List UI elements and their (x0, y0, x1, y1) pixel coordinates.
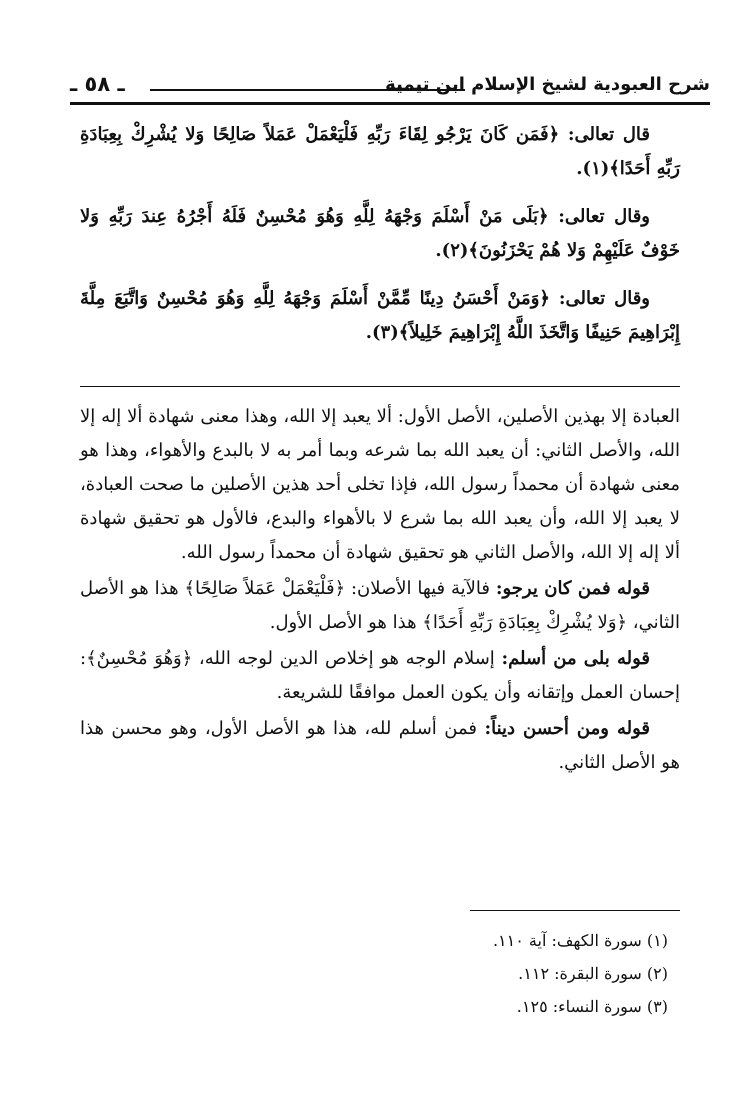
paragraph-lead: قوله ومن أحسن ديناً: (484, 718, 650, 739)
paragraph-lead: قوله فمن كان يرجو: (495, 578, 650, 599)
footnotes (280, 924, 680, 1023)
verse-paragraph: قال تعالى: ﴿فَمَن كَانَ يَرْجُو لِقَاءَ رَبِّهِ فَلْيَعْمَلْ عَمَلاً صَالِحًا وَلا يُشْرِكْ بِعِبَادَةِ رَبِّهِ أَحَدًا﴾(١). (80, 124, 680, 179)
commentary-paragraph (80, 712, 680, 780)
paragraph-text: إسلام الوجه هو إخلاص الدين لوجه الله، ﴿وَهُوَ مُحْسِنٌ﴾: إحسان العمل وإتقانه وأن يكون العمل موافقًا للشريعة. (80, 648, 680, 703)
commentary-section (80, 400, 680, 782)
paragraph-text: فالآية فيها الأصلان: ﴿فَلْيَعْمَلْ عَمَلاً صَالِحًا﴾ هذا هو الأصل الثاني، ﴿وَلا يُشْرِكْ بِعِبَادَةِ رَبِّهِ أَحَدًا﴾ هذا هو الأصل الأول. (80, 578, 680, 633)
footnote: (٢) سورة البقرة: ١١٢. (518, 964, 668, 983)
commentary-paragraph (80, 572, 680, 640)
paragraph-lead: قوله بلى من أسلم: (501, 648, 650, 669)
page-number: ـ ٥٨ ـ (70, 72, 125, 96)
footnote: (٣) سورة النساء: ١٢٥. (516, 997, 668, 1016)
verse-paragraph: وقال تعالى: ﴿بَلَى مَنْ أَسْلَمَ وَجْهَهُ لِلَّهِ وَهُوَ مُحْسِنٌ فَلَهُ أَجْرُهُ عِندَ رَبِّهِ وَلا خَوْفٌ عَلَيْهِمْ وَلا هُمْ يَحْزَنُونَ﴾(٢). (80, 206, 680, 261)
verses-section (80, 118, 680, 364)
paragraph-text: فمن أسلم لله، هذا هو الأصل الأول، وهو محسن هذا هو الأصل الثاني. (80, 718, 680, 773)
running-header (70, 72, 710, 102)
verse-paragraph: وقال تعالى: ﴿وَمَنْ أَحْسَنُ دِينًا مِّمَّنْ أَسْلَمَ وَجْهَهُ لِلَّهِ وَهُوَ مُحْسِنٌ وَاتَّبَعَ مِلَّةَ إِبْرَاهِيمَ حَنِيفًا وَاتَّخَذَ اللَّهُ إِبْرَاهِيمَ خَلِيلاً﴾(٣). (80, 288, 680, 343)
book-title: شرح العبودية لشيخ الإسلام ابن تيمية (385, 74, 710, 95)
commentary-paragraph (80, 642, 680, 710)
section-divider (80, 386, 680, 387)
header-underline (70, 102, 710, 105)
footnote-divider (470, 910, 680, 911)
commentary-paragraph: العبادة إلا بهذين الأصلين، الأصل الأول: ألا يعبد إلا الله، وهذا معنى شهادة ألا إله إلا الله، والأصل الثاني: أن يعبد الله بما شرعه وبما أمر به لا بالبدع والأهواء، وهذا هو معنى شهادة أن محمداً رسول الله، فإذا تخلى أحد هذين الأصلين ما صحت العبادة، لا يعبد إلا الله، وأن يعبد الله بما شرع لا بالأهواء والبدع، فالأول هو تحقيق شهادة ألا إله إلا الله، والأصل الثاني هو تحقيق شهادة أن محمداً رسول الله. (80, 406, 680, 563)
footnote: (١) سورة الكهف: آية ١١٠. (492, 931, 668, 950)
